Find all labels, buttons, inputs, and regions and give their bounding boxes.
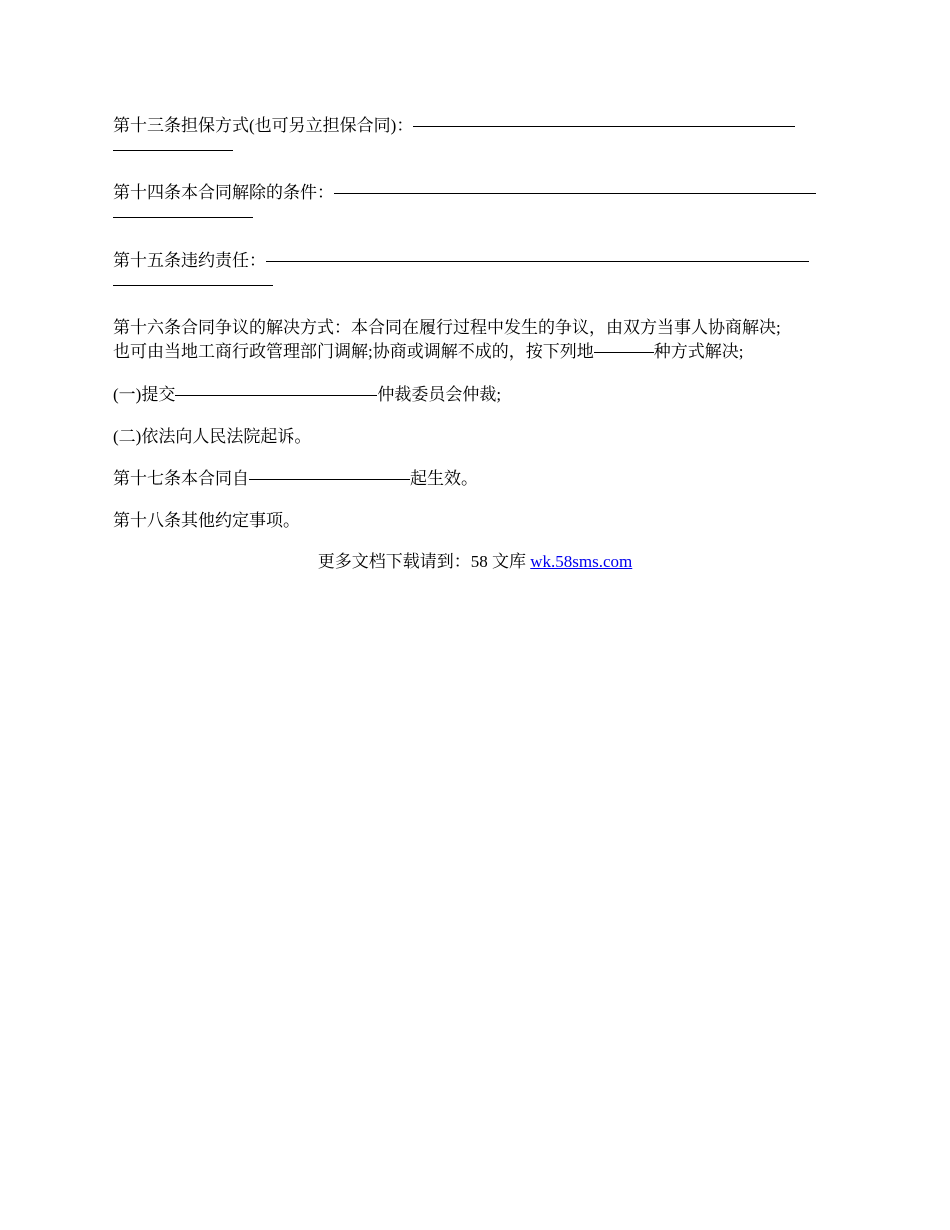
option-1-line <box>113 383 848 407</box>
blank-line <box>113 217 253 218</box>
article-16-line-2 <box>113 340 848 364</box>
article-13-line-1 <box>113 114 848 138</box>
blank-line <box>594 352 654 353</box>
article-18 <box>113 509 848 533</box>
option-2 <box>113 425 848 449</box>
option-2-text: (二)依法向人民法院起诉。 <box>113 427 312 446</box>
article-17-pre: 第十七条本合同自 <box>113 469 249 488</box>
article-16-line-1: 第十六条合同争议的解决方式：本合同在履行过程中发生的争议，由双方当事人协商解决; <box>113 318 781 337</box>
footer <box>0 550 950 574</box>
blank-line <box>413 126 795 127</box>
option-1-post: 仲裁委员会仲裁; <box>377 385 502 404</box>
article-14 <box>113 181 848 229</box>
blank-line <box>175 395 377 396</box>
blank-line <box>249 479 410 480</box>
article-14-line-1 <box>113 181 848 205</box>
article-15-line-1 <box>113 249 848 273</box>
article-14-text: 第十四条本合同解除的条件： <box>113 183 334 202</box>
article-16 <box>113 316 848 364</box>
article-13-text: 第十三条担保方式(也可另立担保合同)： <box>113 116 414 135</box>
article-13-line-2 <box>113 138 848 162</box>
option-1-pre: (一)提交 <box>113 385 176 404</box>
blank-line <box>266 261 809 262</box>
option-1 <box>113 383 848 407</box>
blank-line <box>334 193 816 194</box>
article-18-text: 第十八条其他约定事项。 <box>113 511 300 530</box>
article-13 <box>113 114 848 162</box>
article-16-line-2-post: 种方式解决; <box>653 342 744 361</box>
article-15-text: 第十五条违约责任： <box>113 251 266 270</box>
footer-link[interactable]: wk.58sms.com <box>530 552 633 571</box>
article-17-line <box>113 467 848 491</box>
article-15-line-2 <box>113 273 848 297</box>
article-17-post: 起生效。 <box>410 469 478 488</box>
footer-prefix: 更多文档下载请到：58 文库 <box>317 552 531 571</box>
article-15 <box>113 249 848 297</box>
article-14-line-2 <box>113 205 848 229</box>
article-16-line-2-pre: 也可由当地工商行政管理部门调解;协商或调解不成的，按下列地 <box>113 342 594 361</box>
article-17 <box>113 467 848 491</box>
blank-line <box>113 150 233 151</box>
blank-line <box>113 285 273 286</box>
